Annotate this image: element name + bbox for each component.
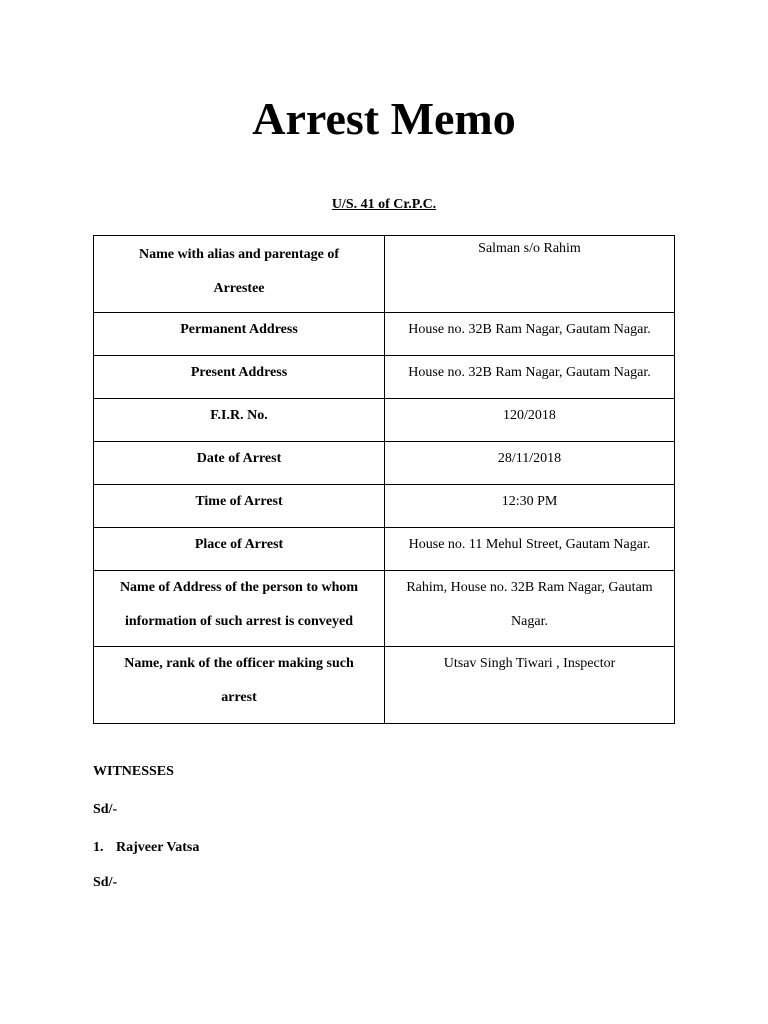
value-line: House no. 11 Mehul Street, Gautam Nagar. — [408, 537, 651, 552]
value-line: 120/2018 — [503, 408, 556, 423]
table-row-place-of-arrest — [94, 528, 675, 571]
label-line: Time of Arrest — [195, 494, 283, 509]
table-row-time-of-arrest — [94, 485, 675, 528]
witness-list-item — [93, 840, 199, 856]
row-label — [94, 399, 385, 442]
label-line: arrest — [221, 690, 257, 705]
row-value — [385, 399, 675, 442]
row-value — [385, 442, 675, 485]
table-row-present-address — [94, 356, 675, 399]
label-line: Permanent Address — [180, 322, 298, 337]
label-line: F.I.R. No. — [210, 408, 268, 423]
memo-title: Arrest Memo — [252, 93, 516, 144]
table-row-permanent-address — [94, 313, 675, 356]
table-row-informed-person — [94, 571, 675, 647]
label-line: Present Address — [190, 365, 288, 380]
row-value — [385, 485, 675, 528]
label-line: Name, rank of the officer making such — [124, 656, 354, 671]
signature-mark: Sd/- — [93, 875, 118, 890]
row-label — [94, 442, 385, 485]
label-line: Place of Arrest — [194, 537, 284, 552]
row-label — [94, 485, 385, 528]
row-label — [94, 647, 385, 724]
row-label — [94, 528, 385, 571]
label-line: information of such arrest is conveyed — [125, 614, 353, 629]
value-line: Rahim, House no. 32B Ram Nagar, Gautam — [406, 580, 653, 595]
value-line: Utsav Singh Tiwari , Inspector — [443, 656, 616, 671]
row-value — [385, 313, 675, 356]
witness-name: Rajveer Vatsa — [116, 840, 200, 855]
memo-subtitle: U/S. 41 of Cr.P.C. — [331, 197, 437, 212]
table-row-date-of-arrest — [94, 442, 675, 485]
value-line: House no. 32B Ram Nagar, Gautam Nagar. — [408, 365, 651, 380]
value-line: 28/11/2018 — [497, 451, 562, 466]
label-line: Name with alias and parentage of — [138, 247, 340, 262]
witnesses-heading: WITNESSES — [93, 764, 174, 779]
table-row-fir-no — [94, 399, 675, 442]
value-line: Salman s/o Rahim — [478, 241, 581, 256]
row-value — [385, 236, 675, 313]
row-value — [385, 528, 675, 571]
row-value — [385, 571, 675, 647]
value-line: House no. 32B Ram Nagar, Gautam Nagar. — [408, 322, 651, 337]
row-value — [385, 647, 675, 724]
label-line: Date of Arrest — [196, 451, 282, 466]
signature-mark: Sd/- — [93, 802, 118, 817]
row-label — [94, 313, 385, 356]
list-number: 1. — [93, 840, 104, 855]
table-row-arresting-officer — [94, 647, 675, 724]
value-line: Nagar. — [511, 614, 548, 629]
row-label — [94, 571, 385, 647]
label-line: Name of Address of the person to whom — [119, 580, 359, 595]
label-line: Arrestee — [213, 281, 265, 296]
row-value — [385, 356, 675, 399]
value-line: 12:30 PM — [501, 494, 558, 509]
table-row-arrestee-name — [94, 236, 675, 313]
row-label — [94, 356, 385, 399]
row-label — [94, 236, 385, 313]
arrest-details-table — [93, 235, 675, 724]
